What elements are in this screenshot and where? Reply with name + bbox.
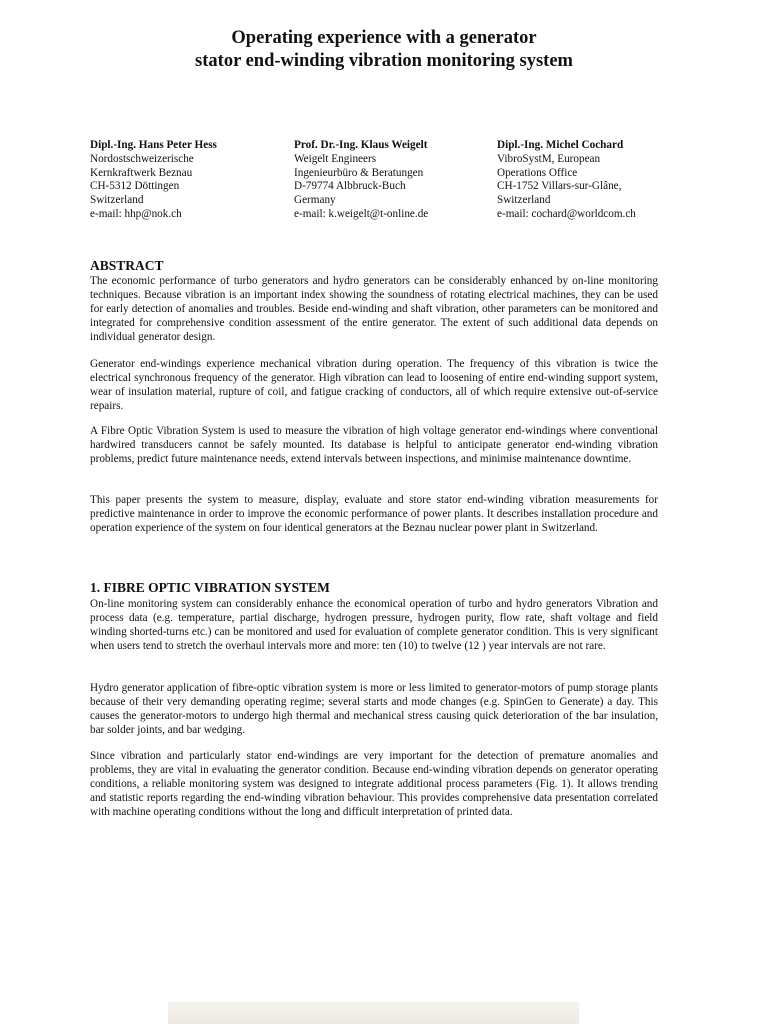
section-1-paragraph-1: On-line monitoring system can considerably enhance the economical operation of turbo and hydro generators Vibration and process data (e.g. temperature, partial discharge, hydrogen pressure, hydrogen purity, flow rate, shaft voltage and field winding shorted-turns etc.) can be monitored and used for evaluation of complete generator condition. This is very significant when users tend to stretch the overhaul intervals more and more: ten (10) to twelve (12 ) year intervals are not rare. [90, 598, 658, 652]
author-affiliation-line: Kernkraftwerk Beznau [90, 166, 193, 179]
figure-top-edge [168, 1002, 579, 1024]
abstract-paragraph-1: The economic performance of turbo generators and hydro generators can be considerably enhanced by on-line monitoring techniques. Because vibration is an important index showing the soundness of rotating electrical machines, they can be used for early detection of anomalies and troubles. Beside end-winding and shaft vibration, other parameters can be monitored and integrated for comprehensive condition assessment of the entire generator. The extent of such additional data depends on individual generator design. [90, 275, 658, 343]
author-2 [294, 139, 428, 222]
author-affiliation-line: Nordostschweizerische [90, 152, 194, 165]
author-name: Dipl.-Ing. Michel Cochard [497, 139, 624, 151]
author-affiliation-line: Switzerland [497, 194, 551, 207]
abstract-heading: ABSTRACT [90, 258, 164, 273]
author-email: e-mail: hhp@nok.ch [90, 207, 182, 220]
author-affiliation-line: D-79774 Albbruck-Buch [294, 180, 406, 193]
author-affiliation-line: Weigelt Engineers [294, 152, 377, 165]
author-affiliation-line: CH-1752 Villars-sur-Glâne, [497, 180, 622, 193]
author-affiliation-line: Ingenieurbüro & Beratungen [294, 166, 424, 179]
author-name: Dipl.-Ing. Hans Peter Hess [90, 139, 217, 151]
abstract-paragraph-4: This paper presents the system to measure, display, evaluate and store stator end-winding vibration measurements for predictive maintenance in order to improve the economic performance of power plants. It describes installation procedure and operation experience of the system on four identical generators at the Beznau nuclear power plant in Switzerland. [90, 494, 658, 534]
author-affiliation-line: Switzerland [90, 194, 144, 207]
author-email: e-mail: k.weigelt@t-online.de [294, 207, 429, 220]
abstract-paragraph-2: Generator end-windings experience mechanical vibration during operation. The frequency of this vibration is twice the electrical synchronous frequency of the generator. High vibration can lead to loosening of entire end-winding support system, wear of insulation material, rupture of coil, and fatigue cracking of conductors, all of which require extensive out-of-service repairs. [90, 358, 658, 412]
title-line-1: Operating experience with a generator [231, 28, 537, 48]
abstract-paragraph-3: A Fibre Optic Vibration System is used to measure the vibration of high voltage generator end-windings where conventional hardwired transducers cannot be safely mounted. Its database is helpful to anticipate generator end-winding vibration problems, predict future maintenance needs, extend intervals between inspections, and minimise maintenance downtime. [90, 425, 658, 465]
author-affiliation-line: Germany [294, 194, 336, 207]
paper-title [0, 27, 768, 73]
author-1 [90, 139, 217, 222]
author-affiliation-line: CH-5312 Döttingen [90, 180, 180, 193]
author-name: Prof. Dr.-Ing. Klaus Weigelt [294, 139, 428, 151]
section-1-paragraph-3: Since vibration and particularly stator end-windings are very important for the detection of premature anomalies and problems, they are vital in evaluating the generator condition. Because end-winding vibration depends on generator operating conditions, a reliable monitoring system was designed to integrate additional process parameters (Fig. 1). It allows trending and statistic reports regarding the end-winding vibration behaviour. This provides comprehensive data presentation correlated with machine operating conditions without the long and difficult interpretation of printed data. [90, 750, 658, 818]
author-email: e-mail: cochard@worldcom.ch [497, 207, 636, 220]
author-affiliation-line: Operations Office [497, 166, 578, 179]
author-3 [497, 139, 636, 222]
section-1-paragraph-2: Hydro generator application of fibre-optic vibration system is more or less limited to generator-motors of pump storage plants because of their very demanding operating regime; several starts and mode changes (e.g. SpinGen to Generate) a day. This causes the generator-motors to undergo high thermal and mechanical stress causing quick deterioration of the bar insulation, bar solder joints, and bar wedging. [90, 682, 658, 736]
section-1-heading: 1. FIBRE OPTIC VIBRATION SYSTEM [90, 580, 330, 595]
title-line-2: stator end-winding vibration monitoring system [195, 51, 573, 71]
author-affiliation-line: VibroSystM, European [497, 152, 601, 165]
